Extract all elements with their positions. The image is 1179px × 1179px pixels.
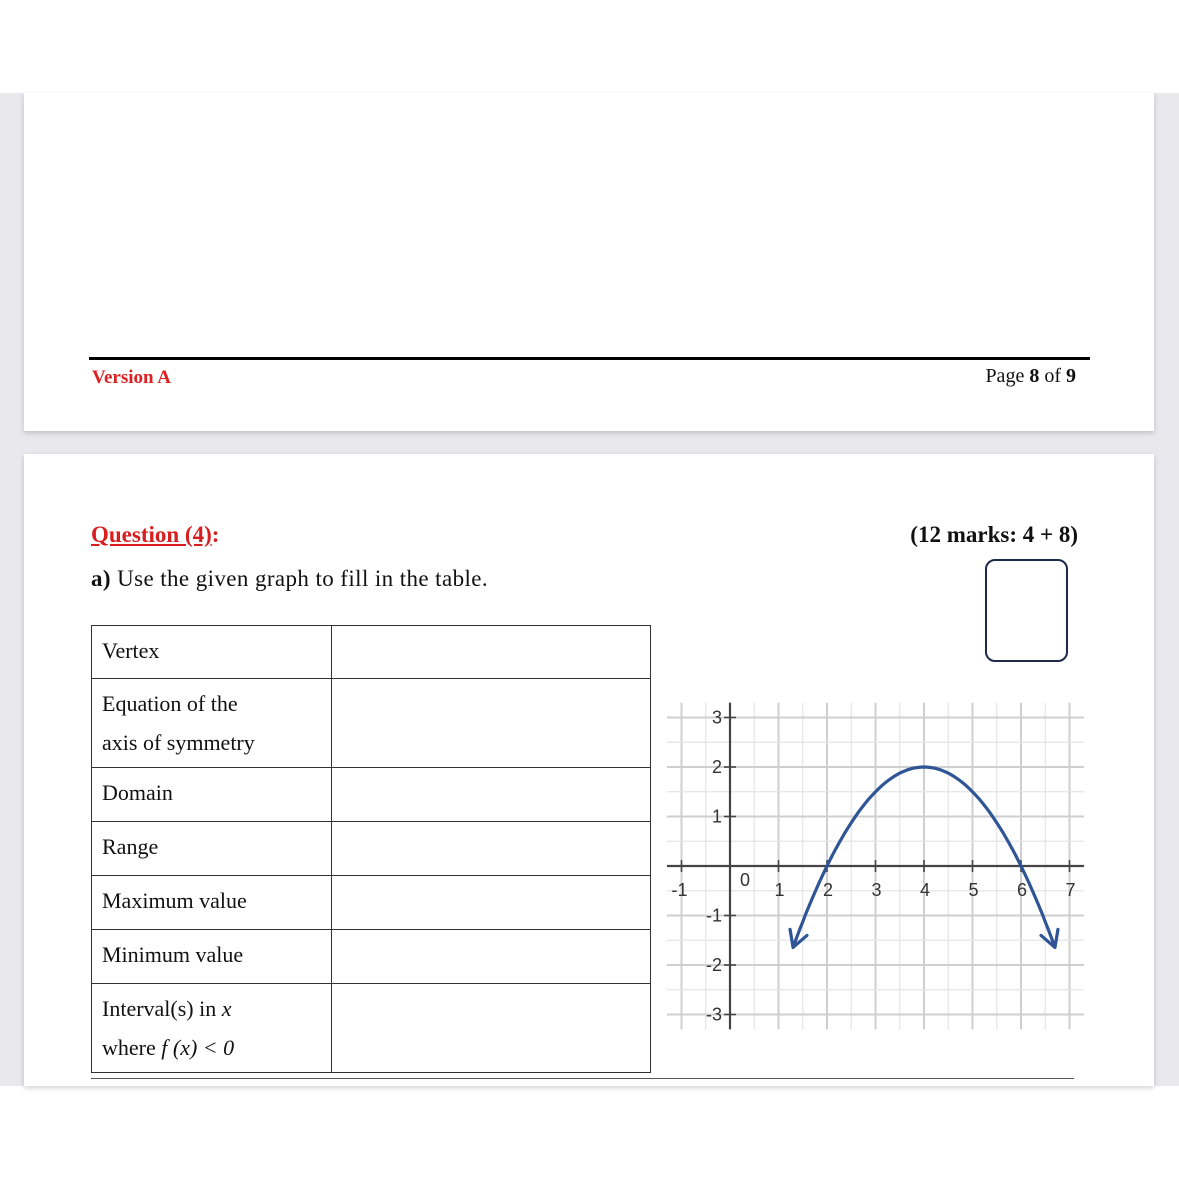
answer-cell-minimum[interactable] (332, 930, 651, 984)
x-tick-label: 5 (968, 880, 979, 900)
table-row (92, 626, 651, 679)
x-tick-label: 6 (1016, 880, 1028, 900)
answer-cell-interval[interactable] (332, 984, 651, 1073)
x-tick-label: 2 (822, 880, 834, 900)
row-label-vertex: Vertex (102, 638, 160, 663)
x-tick-label: -1 (671, 880, 688, 900)
version-label: Version A (92, 367, 172, 388)
question-title: Question (4): (91, 522, 220, 547)
y-tick-label: -3 (705, 1004, 722, 1025)
y-tick-label: 2 (711, 757, 722, 777)
page-prefix: Page (985, 365, 1025, 387)
answer-cell-domain[interactable] (332, 768, 651, 822)
answer-cell-range[interactable] (332, 822, 651, 876)
table-row (92, 822, 651, 876)
answer-table (91, 625, 651, 1073)
page-current: 8 (1029, 365, 1040, 387)
answer-cell-vertex[interactable] (332, 626, 651, 679)
origin-label: 0 (740, 870, 751, 890)
marks-label: (12 marks: 4 + 8) (910, 522, 1078, 547)
footer-rule (89, 357, 1090, 360)
row-label-interval-math: f (x) < 0 (161, 1035, 235, 1060)
row-label-interval: Interval(s) in (102, 996, 217, 1021)
x-tick-label: 1 (774, 880, 785, 900)
parabola-graph (666, 694, 1086, 1034)
table-row (92, 768, 651, 822)
row-label-maximum: Maximum value (102, 888, 247, 913)
table-row (92, 930, 651, 984)
y-tick-label: -1 (705, 905, 722, 926)
x-tick-label: 4 (919, 880, 931, 900)
table-row (92, 876, 651, 930)
table-row (92, 679, 651, 768)
page-number (985, 365, 1076, 388)
bottom-rule (91, 1078, 1074, 1079)
x-tick-label: 3 (871, 880, 882, 900)
part-label: a) (91, 566, 111, 591)
pdf-page-8 (24, 93, 1154, 431)
table-row (92, 984, 651, 1073)
answer-cell-axis[interactable] (332, 679, 651, 768)
y-tick-label: 3 (711, 707, 722, 728)
y-tick-label: 1 (711, 806, 722, 827)
score-box[interactable] (985, 559, 1068, 662)
row-label-axis: Equation of the (102, 691, 238, 716)
row-label-minimum: Minimum value (102, 942, 244, 967)
row-label-range: Range (102, 834, 159, 859)
instruction-body: Use the given graph to fill in the table. (117, 566, 489, 591)
pdf-page-9 (24, 454, 1154, 1086)
row-label-axis-line2: axis of symmetry (102, 730, 255, 755)
y-tick-label: -2 (705, 955, 722, 975)
row-label-domain: Domain (102, 780, 173, 805)
row-label-interval-line2: where (102, 1035, 156, 1060)
instruction-text (91, 566, 488, 592)
page-total: 9 (1066, 365, 1076, 387)
page-of: of (1044, 365, 1061, 387)
row-label-interval-var: x (221, 996, 232, 1021)
x-tick-label: 7 (1065, 880, 1076, 900)
answer-cell-maximum[interactable] (332, 876, 651, 930)
